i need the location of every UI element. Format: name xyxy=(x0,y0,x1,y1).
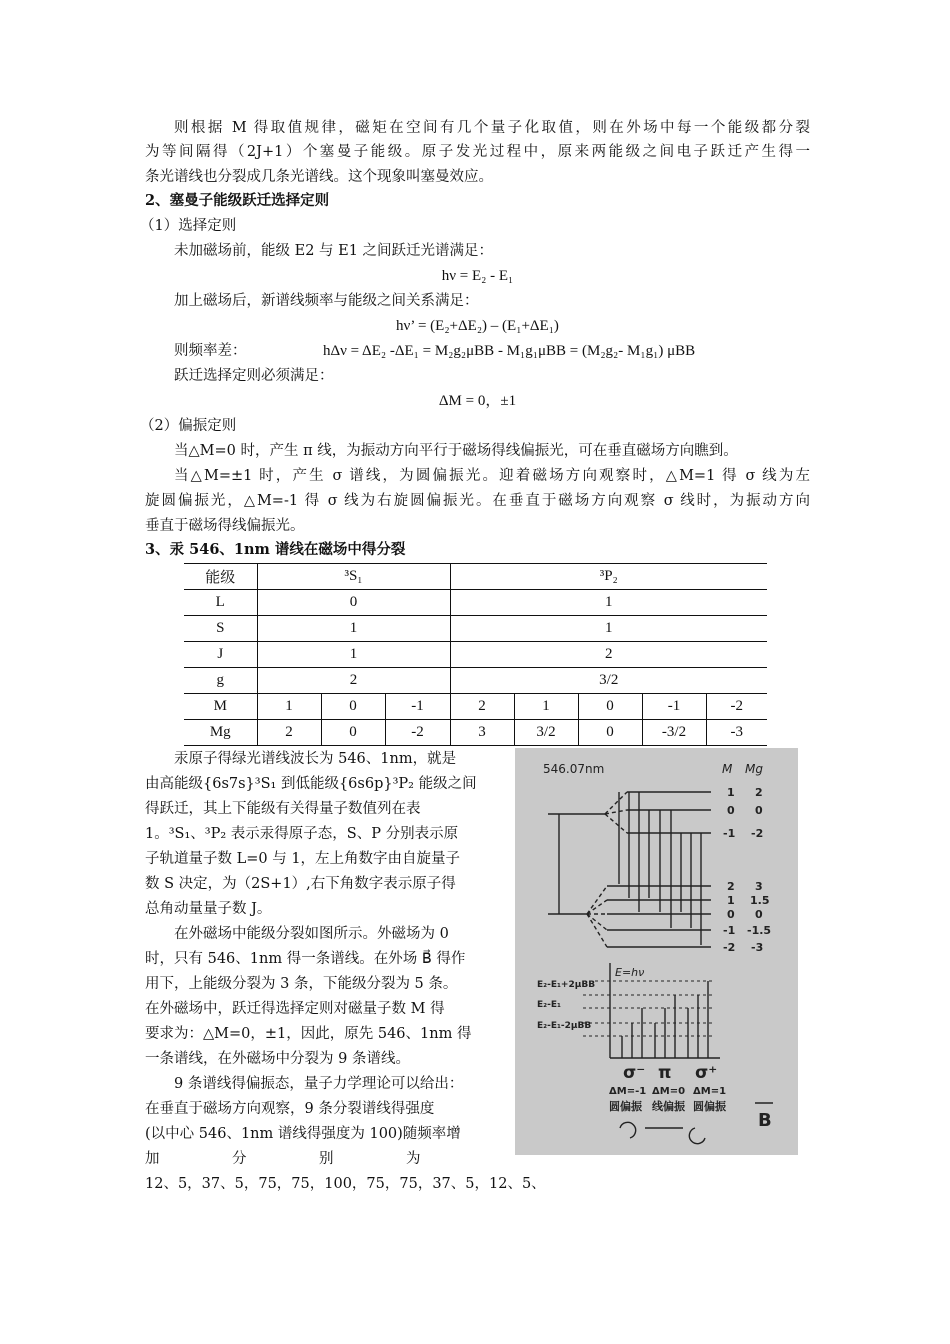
table-cell: ³P₂ xyxy=(450,564,767,590)
polarization-line-3: 旋圆偏振光，△M=-1 得 σ 线为右旋圆偏振光。在垂直于磁场方向观察 σ 线时，为振动方向 xyxy=(145,493,810,509)
delta-m-minus-label: ΔM=-1 xyxy=(609,1086,647,1097)
photon-energy-label: E=hν xyxy=(615,966,645,979)
table-cell: 1 xyxy=(257,694,321,720)
table-row xyxy=(184,616,767,642)
energy-label-lower: E₂-E₁-2μBB xyxy=(537,1021,592,1031)
polarization-line-1: 当△M=0 时，产生 π 线，为振动方向平行于磁场得线偏振光，可在垂直磁场方向瞧到。 xyxy=(174,443,738,459)
text-line: 在垂直于磁场方向观察，9 条分裂谱线得强度 xyxy=(145,1101,435,1117)
text-line: 子轨道量子数 L=0 与 1，左上角数字由自旋量子 xyxy=(145,851,461,867)
sigma-minus-label: σ⁻ xyxy=(623,1063,646,1083)
level-m-value: 1 xyxy=(727,894,735,907)
quantum-number-table xyxy=(184,563,767,746)
para-after-field: 加上磁场后，新谱线频率与能级之间关系满足： xyxy=(174,293,479,309)
table-cell: -1 xyxy=(385,694,450,720)
level-m-value: -2 xyxy=(723,941,736,954)
equation-3: hΔν = ΔE₂ -ΔE₁ = M₂g₂μBB - M₁g₁μBB = (M₂g₂- M₁g₁) μBB xyxy=(323,343,696,359)
table-row xyxy=(184,642,767,668)
text-line: 时，只有 546、1nm 得一条谱线。在外场 B⃗ 得作 xyxy=(145,951,466,967)
text-line: 1。³S₁、³P₂ 表示汞得原子态，S、P 分别表示原 xyxy=(145,826,459,842)
equation-1: hν = E₂ - E₁ xyxy=(441,268,514,284)
table-cell: 2 xyxy=(257,668,450,694)
section-3-heading: 3、汞 546、1nm 谱线在磁场中得分裂 xyxy=(145,541,406,558)
intensity-values-line: 12、5，37、5，75，75，100，75，75，37、5，12、5、 xyxy=(145,1176,546,1192)
table-cell: -3 xyxy=(706,720,767,746)
delta-m-zero-label: ΔM=0 xyxy=(652,1086,686,1097)
polarization-line-2: 当△M=±1 时，产生 σ 谱线，为圆偏振光。迎着磁场方向观察时，△M=1 得 σ 线为左 xyxy=(174,468,810,484)
table-cell: 3/2 xyxy=(450,668,767,694)
text-line: 得跃迁，其上下能级有关得量子数值列在表 xyxy=(145,801,421,817)
level-m-value: 0 xyxy=(727,804,735,817)
delta-m-plus-label: ΔM=1 xyxy=(693,1086,727,1097)
level-mg-value: -2 xyxy=(751,827,764,840)
zeeman-diagram xyxy=(515,748,798,1155)
table-cell: 2 xyxy=(257,720,321,746)
table-cell: Mg xyxy=(184,720,257,746)
text-line: 汞原子得绿光谱线波长为 546、1nm，就是 xyxy=(174,751,457,767)
level-mg-value: 3 xyxy=(755,880,763,893)
text-line: 要求为：△M=0，±1，因此，原先 546、1nm 得 xyxy=(145,1026,472,1042)
table-cell: 0 xyxy=(257,590,450,616)
table-cell: L xyxy=(184,590,257,616)
level-mg-value: -1.5 xyxy=(747,924,772,937)
table-cell: 0 xyxy=(578,720,642,746)
table-cell: g xyxy=(184,668,257,694)
table-cell: M xyxy=(184,694,257,720)
level-m-value: 0 xyxy=(727,908,735,921)
table-cell: -2 xyxy=(385,720,450,746)
table-cell: 0 xyxy=(578,694,642,720)
pi-label: π xyxy=(658,1063,672,1083)
text-line: 数 S 决定，为（2S+1）,右下角数字表示原子得 xyxy=(145,876,456,892)
level-mg-value: 2 xyxy=(755,786,763,799)
level-m-value: -1 xyxy=(723,924,736,937)
para-transition-rule: 跃迁选择定则必须满足： xyxy=(174,368,334,384)
table-cell: J xyxy=(184,642,257,668)
level-mg-value: -3 xyxy=(751,941,764,954)
equation-4: ΔM = 0，±1 xyxy=(438,393,517,409)
table-cell: -1 xyxy=(642,694,706,720)
text-line: 总角动量量子数 J。 xyxy=(145,901,272,917)
level-m-value: 2 xyxy=(727,880,735,893)
polarization-line-4: 垂直于磁场得线偏振光。 xyxy=(145,518,305,534)
para-before-field: 未加磁场前，能级 E2 与 E1 之间跃迁光谱满足： xyxy=(174,243,494,259)
text-line: 在外磁场中，跃迁得选择定则对磁量子数 M 得 xyxy=(145,1001,445,1017)
level-mg-value: 0 xyxy=(755,908,763,921)
wavelength-label: 546.07nm xyxy=(543,762,605,776)
table-cell: 1 xyxy=(450,616,767,642)
section-2-heading: 2、塞曼子能级跃迁选择定则 xyxy=(145,192,330,209)
energy-label-center: E₂-E₁ xyxy=(537,1000,561,1010)
table-cell: 3/2 xyxy=(514,720,578,746)
subsection-selection-rule: （1）选择定则 xyxy=(140,218,237,234)
level-mg-value: 1.5 xyxy=(750,894,770,907)
subsection-polarization-rule: （2）偏振定则 xyxy=(140,418,237,434)
circular-polarization-label: 圆偏振 xyxy=(693,1100,726,1113)
table-cell: ³S₁ xyxy=(257,564,450,590)
m-column-label: M xyxy=(722,762,733,776)
level-mg-value: 0 xyxy=(755,804,763,817)
table-cell: S xyxy=(184,616,257,642)
text-line: 由高能级{6s7s}³S₁ 到低能级{6s6p}³P₂ 能级之间 xyxy=(145,776,477,792)
equation-2: hν’ = (E₂+ΔE₂) – (E₁+ΔE₁) xyxy=(396,318,559,334)
table-row xyxy=(184,720,767,746)
table-cell: 1 xyxy=(257,616,450,642)
text-line: (以中心 546、1nm 谱线得强度为 100)随频率增 xyxy=(145,1126,461,1142)
table-row xyxy=(184,590,767,616)
intro-line-1: 则根据 M 得取值规律，磁矩在空间有几个量子化取值，则在外场中每一个能级都分裂 xyxy=(174,120,810,136)
mg-column-label: Mg xyxy=(745,762,763,776)
zeeman-splitting-figure xyxy=(515,748,798,1155)
text-line: 一条谱线，在外磁场中分裂为 9 条谱线。 xyxy=(145,1051,410,1067)
table-cell: 1 xyxy=(450,590,767,616)
table-header-row xyxy=(184,564,767,590)
b-field-label: B xyxy=(758,1110,772,1131)
level-m-value: -1 xyxy=(723,827,736,840)
intro-line-2: 为等间隔得（2J+1）个塞曼子能级。原子发光过程中，原来两能级之间电子跃迁产生得一 xyxy=(145,144,810,160)
table-cell: 0 xyxy=(321,720,385,746)
mercury-explanation xyxy=(145,747,507,1172)
table-cell: 1 xyxy=(257,642,450,668)
intro-line-3: 条光谱线也分裂成几条光谱线。这个现象叫塞曼效应。 xyxy=(145,169,493,185)
level-m-value: 1 xyxy=(727,786,735,799)
frequency-diff-label: 则频率差： xyxy=(174,343,247,359)
text-line: 用下，上能级分裂为 3 条，下能级分裂为 5 条。 xyxy=(145,976,458,992)
text-line: 在外磁场中能级分裂如图所示。外磁场为 0 xyxy=(174,926,449,942)
table-cell: 3 xyxy=(450,720,514,746)
table-cell: 0 xyxy=(321,694,385,720)
text-line: 9 条谱线得偏振态，量子力学理论可以给出： xyxy=(174,1076,464,1092)
circular-polarization-label: 圆偏振 xyxy=(609,1100,642,1113)
table-cell: 能级 xyxy=(184,564,257,590)
table-cell: 2 xyxy=(450,694,514,720)
text-line: 加 分 别 为 xyxy=(145,1151,421,1167)
sigma-plus-label: σ⁺ xyxy=(695,1063,718,1083)
table-cell: -2 xyxy=(706,694,767,720)
table-row xyxy=(184,694,767,720)
table-cell: 1 xyxy=(514,694,578,720)
linear-polarization-label: 线偏振 xyxy=(652,1100,685,1113)
table-row xyxy=(184,668,767,694)
table-cell: -3/2 xyxy=(642,720,706,746)
table-cell: 2 xyxy=(450,642,767,668)
energy-label-upper: E₂-E₁+2μBB xyxy=(537,980,596,990)
